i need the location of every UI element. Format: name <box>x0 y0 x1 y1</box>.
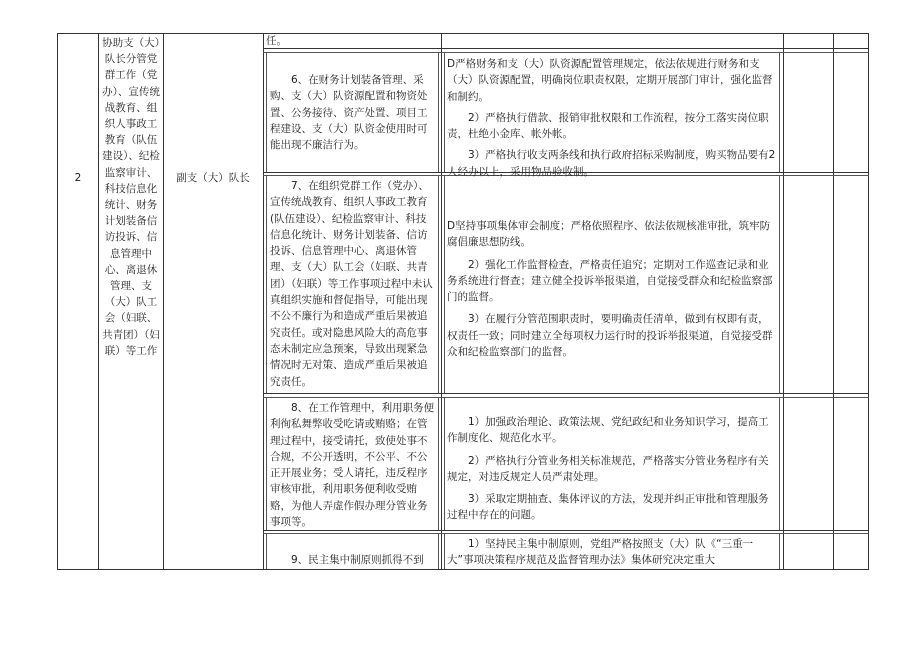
measure-item: 1）加强政治理论、政策法规、党纪政纪和业务知识学习，提高工作制度化、规范化水平。 <box>447 416 769 445</box>
grid-line <box>444 52 445 172</box>
grid-line <box>779 533 780 570</box>
grid-line <box>57 33 58 570</box>
measures-cell <box>447 536 777 569</box>
measure-item: 2）严格执行分管业务相关标准规范，严格落实分管业务程序有关规定，对违反规定人员严肃处理。 <box>447 454 769 483</box>
measure-item: 3）采取定期抽查、集体评议的方法，发现并纠正审批和管理服务过程中存在的问题。 <box>447 493 769 522</box>
risk-cell: 9、民主集中制原则抓得不到 <box>291 554 424 566</box>
grid-line <box>444 397 445 530</box>
risk-cell: 6、在财务计划装备管理、采购、支（大）队资源配置和物资处置、公务接待、资产处置、项目工程建设、支（大）队资金使用时可能出现不廉洁行为。 <box>270 74 428 152</box>
row-number: 2 <box>74 172 82 184</box>
measures-cell <box>447 414 777 524</box>
measure-item: 3）严格执行收支两条线和执行政府招标采购制度，购买物品要有2人经办以上，采用物品验收制。 <box>447 149 776 178</box>
risk-cell: 任。 <box>266 35 287 47</box>
grid-line <box>868 33 869 570</box>
grid-line <box>833 33 834 570</box>
grid-line <box>438 397 439 530</box>
grid-line <box>163 33 164 570</box>
grid-line <box>438 52 439 172</box>
grid-line <box>266 175 267 393</box>
grid-line <box>263 397 869 398</box>
risk-cell: 8、在工作管理中，利用职务便利徇私舞弊收受吃请或贿赂；在管理过程中，接受请托，致使处事不合规，不公开透明，不公平、不公正开展业务；受人请托，违反程序审核审批，利用职务便利收受贿赂，为他人弄虚作假办理分管业务事项等。 <box>270 402 435 529</box>
grid-line <box>57 569 869 570</box>
grid-line <box>266 52 267 172</box>
grid-line <box>263 533 869 534</box>
grid-line <box>444 175 445 393</box>
grid-line <box>783 33 784 570</box>
measures-cell <box>447 218 777 360</box>
measure-item: 2）强化工作监督检查，严格责任追究；定期对工作巡查记录和业务系统进行督查；建立健全投诉举报渠道，自觉接受群众和纪检监察部门的监督。 <box>447 258 773 304</box>
position-cell: 副支（大）队长 <box>176 172 250 184</box>
measure-item: 2）严格执行借款、报销审批权限和工作流程，按分工落实岗位职责，杜绝小金库、帐外帐。 <box>447 111 769 141</box>
grid-line <box>57 33 869 34</box>
grid-line <box>779 397 780 530</box>
measure-item: D坚持事项集体审会制度；严格依照程序、依法依规核准审批，筑牢防腐倡廉思想防线。 <box>447 220 771 249</box>
grid-line <box>266 397 267 530</box>
grid-line <box>263 393 869 394</box>
grid-line <box>438 175 439 393</box>
measure-item: 3）在履行分管范围职责时，要明确责任清单，做到有权即有责，权责任一致；同时建立全每项权力运行时的投诉举报渠道，自觉接受群众和纪检监察部门的监督。 <box>447 313 773 359</box>
grid-line <box>98 33 99 570</box>
grid-line <box>266 533 267 570</box>
measure-item: 1）坚持民主集中制原则，党组严格按照支（大）队《“三重一大”事项决策程序规范及监督管理办法》集体研究决定重大 <box>447 538 754 567</box>
grid-line <box>779 175 780 393</box>
grid-line <box>444 533 445 570</box>
grid-line <box>779 52 780 172</box>
risk-cell: 7、在组织党群工作（党办）、宣传统战教育、组织人事政工教育(队伍建设）、纪检监察审计、科技信息化统计、财务计划装备、信访投诉、信息管理中心、离退休管理、支（大）队工会（妇联、共青团）（妇联）等工作事项过程中未认真组织实施和督促指导，可能出现不公不廉行为和造成严重后果被追究责任。或对隐患风险大的高危事态未制定应急预案，导致出现紧急情况时无对策、造成严重后果被追究责任。 <box>270 180 433 388</box>
grid-line <box>438 533 439 570</box>
responsibility-cell: 协助支（大）队长分管党群工作（党办）、宣传统战教育、组织人事政工教育（队伍建设）、纪检监察审计、科技信息化统计、财务计划装备信访投诉、信息管理中心、离退休管理、支（大）队工会（妇联、共青团）（妇联）等工作 <box>102 37 160 357</box>
grid-line <box>263 33 264 570</box>
measure-item: D严格财务和支（大）队资源配置管理规定，依法依规进行财务和支（大）队资源配置，明确岗位职责权限，定期开展部门审计，强化监督和制约。 <box>447 58 773 103</box>
grid-line <box>441 33 442 570</box>
grid-line <box>263 52 869 53</box>
measures-cell <box>447 56 777 180</box>
